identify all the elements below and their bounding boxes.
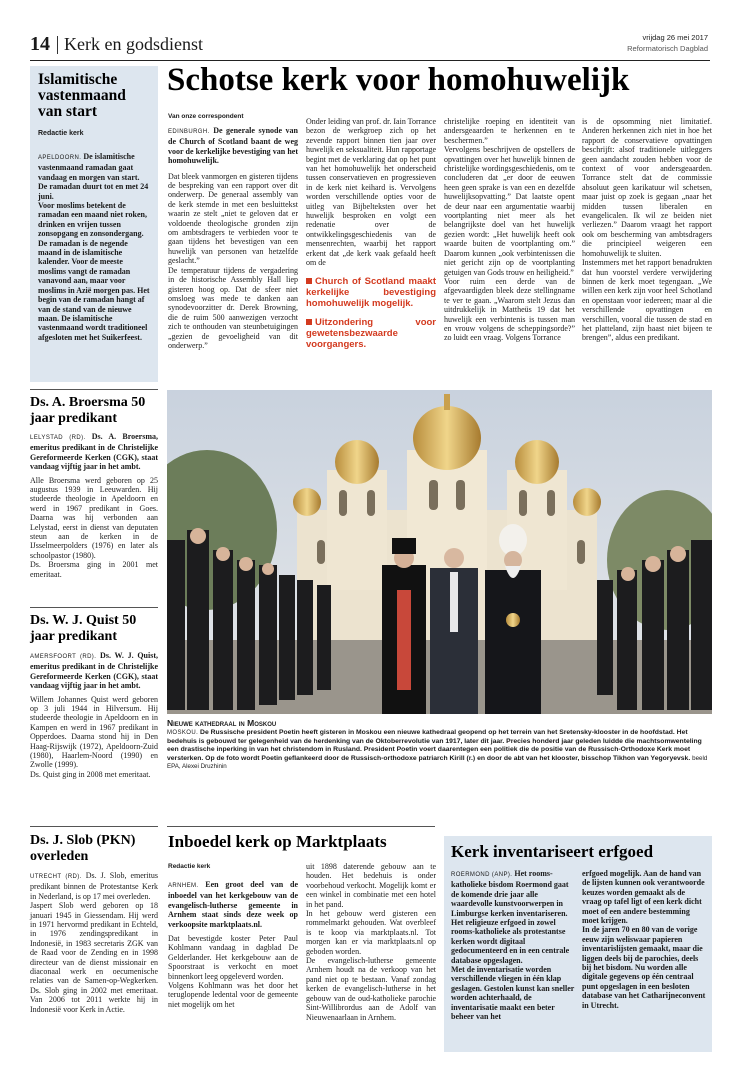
photo-caption <box>167 718 712 772</box>
ramadan-text <box>38 152 150 342</box>
inboedel-lead: Een groot deel van de inboedel van het kerkgebouw van de evangelisch-lutherse gemeente in Arnhem staat sinds deze week op verkoopsite marktplaats.nl. <box>168 880 298 929</box>
inboedel-dateline: ARNHEM. <box>168 883 199 889</box>
erfgoed-lead: Het rooms-katholieke bisdom Roermond gaat de komende drie jaar alle waardevolle kunstvoorwerpen in Limburgse kerken inventariseren. Het religieuze erfgoed in zowel rooms-katholieke als protestantse kerken wordt digitaal gedocumenteerd en in een centrale database opgeslagen. <box>451 869 570 965</box>
main-col1 <box>168 126 298 350</box>
photo-credit: beeld EPA, Alexei Druzhinin <box>167 754 708 770</box>
pull-quote-2 <box>306 317 436 350</box>
pull-quote-1-text: Church of Scotland maakt kerkelijke bevestiging homohuwelijk mogelijk. <box>306 275 436 309</box>
ramadan-lead: De islamitische vastenmaand ramadan gaat vandaag en morgen van start. De ramadan duurt tot en met 24 juni. <box>38 152 149 201</box>
broersma-lead: Ds. A. Broersma, emeritus predikant in de Christelijke Gereformeerde Kerken (CGK), staat vandaag vijftig jaar in het ambt. <box>30 432 158 472</box>
ramadan-p2: De ramadan is de negende maand in de islamitische kalender. Voor de meeste moslims vangt de ramadan vanavond aan, maar voor moslims in Azië morgen pas. Het begin van de ramadan hangt af van de stand van de nieuwe maan. De islamitische vastenmaand wordt traditioneel afgesloten met het Suikerfeest. <box>38 238 150 342</box>
slob-text <box>30 871 158 1014</box>
pull-quote-2-text: Uitzondering voor gewetensbezwaarde voorgangers. <box>306 316 436 350</box>
inboedel-title: Inboedel kerk op Marktplaats <box>168 832 387 851</box>
bullet-square <box>306 319 312 325</box>
main-col1-text: Dat bleek vanmorgen en gisteren tijdens de bespreking van een rapport over dit onderwerp. De generaal assembly van de kerk stemde in met een besluittekst waarin ze stelt „niet te geloven dat er voldoende theologische gronden zijn om ambtsdragers te verbieden voor te gaan tijdens het bevestigen van een huwelijk van personen van hetzelfde geslacht.” De temperatuur tijdens de vergadering in de historische Assembly Hall liep gisteren hoog op. Dat de sfeer niet omsloeg was mede te danken aan synodevoorzitter dr. Derek Browning, die de ruim 500 aanwezigen verzocht zich te onthouden van steunbetuigingen „gezien de gevoeligheid van dit onderwerp.” <box>168 171 298 350</box>
rule-slob <box>30 826 158 827</box>
pull-quote-1 <box>306 276 436 309</box>
rule-quist <box>30 607 158 608</box>
ramadan-p1: Voor moslims betekent de ramadan een maand niet roken, drinken en vrijen tussen zonsopgang en zonsondergang. <box>38 201 147 239</box>
erfgoed-title: Kerk inventariseert erfgoed <box>451 842 654 861</box>
caption-dateline: MOSKOU. <box>167 730 199 736</box>
ramadan-dateline: APELDOORN. <box>38 155 82 161</box>
broersma-text <box>30 432 158 579</box>
cathedral-photo <box>167 390 712 714</box>
inboedel-byline: Redactie kerk <box>168 863 211 870</box>
main-col3 <box>444 117 575 343</box>
header-paper: Reformatorisch Dagblad <box>627 44 708 53</box>
broersma-title: Ds. A. Broersma 50 jaar predikant <box>30 395 146 426</box>
slob-title: Ds. J. Slob (PKN) overleden <box>30 833 136 864</box>
header-date: vrijdag 26 mei 2017 <box>642 33 708 42</box>
main-col3-text: christelijke roeping en identiteit van andersgeaarden te herkennen en te beschermen.” Vervolgens beschrijven de opstellers de opvattingen over het huwelijk binnen de christelijke wordingsgeschiedenis, om te concluderen dat „er door de eeuwen heen geen sprake is van een en dezelfde huwelijksopvatting.” Dat laatste opent de deur naar een argumentatie waarbij voortplanting niet meer als het belangrijkste doel van het huwelijk gezien wordt: „Het huwelijk heeft ook waarde buiten de voortplanting om.” Daarom kunnen „ook verbintenissen die niet gericht zijn op de voortplanting getuigen van Gods trouw en heiligheid.” Voor ruim een derde van de afgevaardigden bleek deze stellingname te ver te gaan. „Waarom stelt Jezus dan uitdrukkelijk in Mattheüs 19 dat het huwelijk een verbintenis is tussen man en vrouw volgens de scheppingsorde?” zo luidt een vraag. Volgens Torrance <box>444 117 575 343</box>
rule-broersma <box>30 389 158 390</box>
erfgoed-dateline: ROERMOND (ANP). <box>451 872 513 878</box>
broersma-body: Alle Broersma werd geboren op 25 augustus 1939 in Leeuwarden. Hij studeerde theologie in Apeldoorn en werd in 1967 predikant in Goes. Daarna was hij verbonden aan Lelystad, eerst in dienst van deputaten steun aan de kerken in de IJsselmeerpolders (1976) en later als schoolpastor (1980). Ds. Broersma ging in 2001 met emeritaat. <box>30 475 158 579</box>
main-byline: Van onze correspondent <box>168 113 244 120</box>
caption-text <box>167 729 712 772</box>
inboedel-col2-text: uit 1898 daterende gebouw aan te houden. Het bedehuis is onder voorbehoud verkocht. Mogelijk komt er een winkel in combinatie met een hotel in het pand. In het gebouw werd gisteren een rommelmarkt gehouden. Wat overbleef is te koop via marktplaats.nl. Tot morgen kan er via marktplaats.nl op geboden worden. De evangelisch-lutherse gemeente Arnhem houdt na de verkoop van het pand niet op te bestaan. Vanaf zondag kerken de evangelisch-lutherse in het gebouw van de oud-katholieke parochie Sint-Willibrordus aan de Adolf van Nieuwenaarlaan in Arnhem. <box>306 862 436 1022</box>
main-col4-text: is de opsomming niet limitatief. Anderen herkennen zich niet in hoe het rapport de conservatieve opvattingen beschrijft: alsof traditionele uitleggers geen aandacht zouden hebben voor de context of voor andersgeaarden. Torrance stelt dat de commissie absoluut geen karikatuur wil schetsen, maar juist op zoek is gegaan „naar het midden tussen liberalen en evangelicalen. Ik wil ze beiden niet verliezen.” Daarom vraagt het rapport ook om bescherming van ambtsdragers die principieel weigeren een homohuwelijk te sluiten. Instemmers met het rapport benadrukten dat hun voorstel verdere verwijdering binnen de kerk moet tegengaan. „We willen een kerk zijn voor heel Schotland en openstaan voor iedereen; maar al die verschillende opvattingen en verschillen, vooral die tussen de stad en het platteland, zijn haast niet bijeen te brengen”, aldus een predikant. <box>582 117 712 343</box>
main-headline: Schotse kerk voor homohuwelijk <box>167 62 630 98</box>
main-lead: De generale synode van de Church of Scotland baant de weg voor de kerkelijke bevestiging van het homohuwelijk. <box>168 126 298 166</box>
rule-inboedel <box>167 826 435 827</box>
main-dateline: EDINBURGH. <box>168 129 210 135</box>
slob-body: Ds. J. Slob, emeritus predikant binnen de Protestantse Kerk in Nederland, is op 17 mei overleden. Jaspert Slob werd geboren op 18 januari 1945 in Giessendam. Hij werd in 1971 hervormd predikant in Echteld, in 1976 zendingspredikant in Indonesië, in 1983 secretaris ZGK van de Raad voor de Zending en in 1998 directeur van de dienst missionair en diaconaal werk en oecumenische relaties van de Samen-op-Wegkerken. Ds. Slob ging in 2002 met emeritaat. Van 2006 tot 2011 werkte hij in Indonesië voor Kerk in Actie. <box>30 871 158 1014</box>
inboedel-col1-text: Dat bevestigde koster Peter Paul Kohlmann vandaag in dagblad De Gelderlander. Het kerkgebouw aan de Spoorstraat is verkocht en moet binnenkort leeg opgeleverd worden. Volgens Kohlmann was het door het teruglopende ledental voor de gemeente niet mogelijk om het <box>168 934 298 1009</box>
erfgoed-p1: Met de inventarisatie worden verschillende vliegen in één klap geslagen. Gestolen kunst kan sneller worden achterhaald, de inventarisatie maakt een beter beheer van het <box>451 965 575 1022</box>
ramadan-box <box>30 66 158 382</box>
section-title: Kerk en godsdienst <box>64 34 203 54</box>
quist-title: Ds. W. J. Quist 50 jaar predikant <box>30 613 137 644</box>
inboedel-col1 <box>168 880 298 1009</box>
quist-text <box>30 651 158 779</box>
main-col2-text: Onder leiding van prof. dr. Iain Torrance bezon de werkgroep zich op het zevende rapport binnen tien jaar over huwelijk en seksualiteit. Hun rapportage begint met de verklaring dat op het punt van het homohuwelijk het onderscheid tussen conservatieven en progressieven in de kerk niet keihard is. Vervolgens worden verschillende opties voor de uitleg van Bijbelteksten over het huwelijk besproken en volgt een redenatie over de ontwikkelingsgeschiedenis van de mensenrechten, waarbij het rapport erkent dat „de kerk vaak gefaald heeft om de <box>306 117 436 268</box>
inboedel-col2 <box>306 862 436 1022</box>
erfgoed-col2 <box>582 869 706 1010</box>
quist-dateline: AMERSFOORT (RD). <box>30 654 97 660</box>
quist-body: Willem Johannes Quist werd geboren op 3 juli 1944 in Hilversum. Hij studeerde theologie in Apeldoorn en in Kampen en werd in 1967 predikant in Opperdoes. Daarna stond hij in Den Haag-Rijswijk (1972), Apeldoorn-Zuid (1980), Haarlem-Noord (1990) en Zwolle (1999). Ds. Quist ging in 2008 met emeritaat. <box>30 694 158 779</box>
main-col2 <box>306 117 436 350</box>
broersma-dateline: LELYSTAD (RD). <box>30 435 86 441</box>
caption-body: De Russische president Poetin heeft gisteren in Moskou een nieuwe kathedraal geopend op het terrein van het Sretensky-klooster in de hoofdstad. Het bedehuis is gebouwd ter gelegenheid van de herdenking van de Oktoberrevolutie van 1917, later dit jaar. Precies honderd jaar geleden luidde die machtsomwenteling een drastische inperking in van het christendom in Rusland. President Poetin voert daarentegen een politiek die de positie van de Russisch-Orthodoxe Kerk moet versterken. Op de foto wordt Poetin geflankeerd door de Russisch-orthodoxe patriarch Kirill (r.) en door de abt van het klooster, bisschop Tikhon van Yegoryevsk. <box>167 729 702 762</box>
cathedral-illustration <box>167 390 712 714</box>
ramadan-title: Islamitische vastenmaand van start <box>38 71 126 120</box>
erfgoed-col1 <box>451 869 575 1022</box>
page-number: 14 <box>30 33 50 55</box>
ramadan-byline: Redactie kerk <box>38 130 84 137</box>
quist-lead: Ds. W. J. Quist, emeritus predikant in de Christelijke Gereformeerde Kerken (CGK), staat vandaag vijftig jaar in het ambt. <box>30 651 159 691</box>
caption-title: Nieuwe kathedraal in Moskou <box>167 718 277 728</box>
slob-dateline: UTRECHT (RD). <box>30 874 82 880</box>
header-divider <box>57 36 58 54</box>
page-header <box>30 33 710 59</box>
erfgoed-col2-text: erfgoed mogelijk. Aan de hand van de lijsten kunnen ook verantwoorde keuzes worden gemaakt als de vraag op tafel ligt of een kerk dicht moet of een andere bestemming moet krijgen. In de jaren 70 en 80 van de vorige eeuw zijn weliswaar papieren inventarislijsten gemaakt, maar die liggen deels bij de parochies, deels bij het bisdom. Nu worden alle digitale gegevens op één centraal punt opgeslagen in een besloten database van het Catharijneconvent in Utrecht. <box>582 869 706 1010</box>
erfgoed-box <box>444 836 712 1052</box>
bullet-square <box>306 278 312 284</box>
main-col4 <box>582 117 712 343</box>
